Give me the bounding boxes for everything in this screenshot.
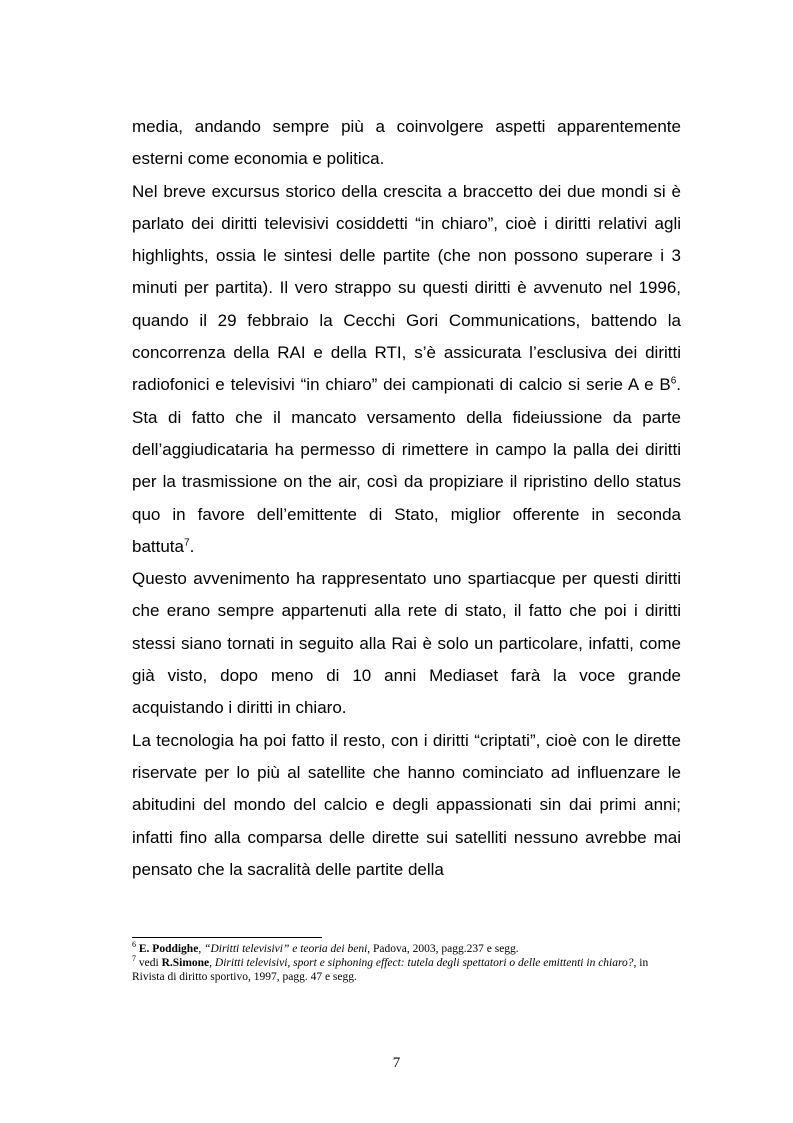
body-text: [132, 111, 681, 886]
paragraph-4: La tecnologia ha poi fatto il resto, con i diritti “criptati”, cioè con le dirette riservate per lo più al satellite che hanno cominciato ad influenzare le abitudini del mondo del calcio e degli appassionati sin dai primi anni; infatti fino alla comparsa delle dirette sui satelliti nessuno avrebbe mai pensato che la sacralità delle partite della: [132, 730, 681, 879]
page-number: 7: [392, 1055, 401, 1071]
paragraph-2: Nel breve excursus storico della crescita a braccetto dei due mondi si è parlato dei diritti televisivi cosiddetti “in chiaro”, cioè i diritti relativi agli highlights, ossia le sintesi delle partite (che non possono superare i 3 minuti per partita). Il vero strappo su questi diritti è avvenuto nel 1996, quando il 29 febbraio la Cecchi Gori Communications, battendo la concorrenza della RAI e della RTI, s’è assicurata l’esclusiva dei diritti radiofonici e televisivi “in chiaro” dei campionati di calcio si serie A e $B^6$. Sta di fatto che il mancato versamento della fideiussione da parte dell’aggiudicataria ha permesso di rimettere in campo la palla dei diritti per la trasmissione on the air, così da propiziare il ripristino dello status quo in favore dell’emittente di Stato, miglior offerente in seconda battuta$^7$.: [132, 181, 681, 556]
footnote-ref-7[interactable]: 7: [184, 537, 190, 549]
paragraph-3: Questo avvenimento ha rappresentato uno spartiacque per questi diritti che erano sempre appartenuti alla rete di stato, il fatto che poi i diritti stessi siano tornati in seguito alla Rai è solo un particolare, infatti, come già visto, dopo meno di 10 anni Mediaset farà la voce grande acquistando i diritti in chiaro.: [132, 569, 681, 718]
paragraph-1: media, andando sempre più a coinvolgere aspetti apparentemente esterni come economia e politica.: [132, 117, 681, 169]
footnote-6: $^6$ E. Poddighe, “Diritti televisivi” e teoria dei beni, Padova, 2003, pagg.237 e segg.: [132, 940, 519, 955]
footnote-7: $^7$ vedi R.Simone, Diritti televisivi, sport e siphoning effect: tutela degli spettatori o delle emittenti in chiaro?, in Rivista di diritto sportivo, 1997, pagg. 47 e segg.: [132, 954, 649, 983]
footnote-ref-6[interactable]: 6: [670, 375, 677, 387]
footnotes: [132, 942, 681, 984]
footnote-divider: [132, 937, 322, 938]
